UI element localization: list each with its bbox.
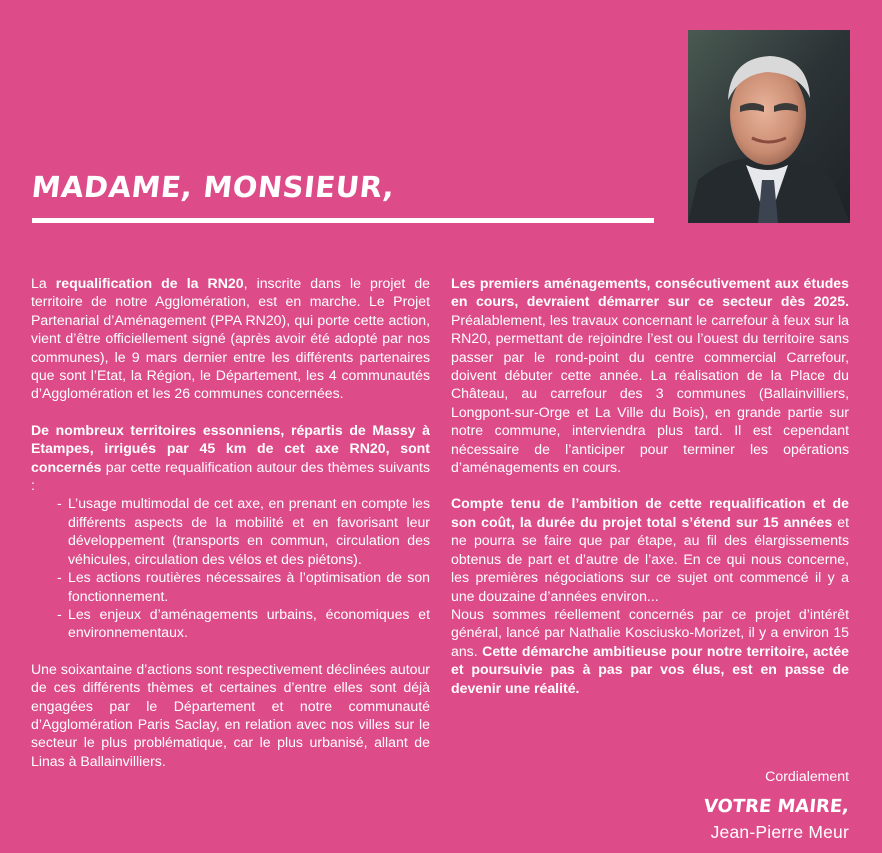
list-item: - L’usage multimodal de cet axe, en prenant en compte les différents aspects de la mobilité et en favorisant leur développement (transports en commun, circulation des véhicules, circulation des vélos et des piétons).	[57, 494, 430, 568]
salutation-heading: MADAME, MONSIEUR,	[30, 170, 397, 204]
right-column	[451, 274, 849, 697]
paragraph: Les premiers aménagements, consécutivement aux études en cours, devraient démarrer sur ce secteur dès 2025. Préalablement, les travaux concernant le carrefour à feux sur la RN20, permettant de rejoindre l’est ou l’ouest du territoire sans passer par le rond-point du centre commercial Carrefour, doivent débuter cette année. La réalisation de la Place du Château, au carrefour des 3 communes (Ballainvilliers, Longpont-sur-Orge et La Ville du Bois), en grande partie sur notre commune, interviendra plus tard. Il est cependant nécessaire de l’anticiper pour terminer les opérations d’aménagements en cours.	[451, 275, 849, 476]
heading-underline	[32, 218, 654, 223]
signature-title: VOTRE MAIRE,	[702, 796, 851, 817]
themes-list	[31, 494, 430, 641]
paragraph: La requalification de la RN20, inscrite dans le projet de territoire de notre Agglomération, est en marche. Le Projet Partenarial d’Aménagement (PPA RN20), qui porte cette action, vient d’être officiellement signé (après avoir été adopté par nos communes), le 9 mars dernier entre les différents partenaires que sont l’Etat, la Région, le Département, les 4 communautés d’Agglomération et les 26 communes concernées.	[31, 275, 431, 402]
paragraph: Nous sommes réellement concernés par ce projet d’intérêt général, lancé par Nathalie Kosciusko-Morizet, il y a environ 15 ans. Cette démarche ambitieuse pour notre territoire, actée et poursuivie pas à pas par vos élus, est en passe de devenir une réalité.	[451, 605, 849, 696]
paragraph: Une soixantaine d’actions sont respectivement déclinées autour de ces différents thèmes et certaines d’entre elles sont déjà engagées par le Département et notre communauté d’Agglomération Paris Saclay, en relation avec nos villes sur le secteur le plus problématique, car le plus urbanisé, allant de Linas à Ballainvilliers.	[31, 660, 430, 769]
signature-name: Jean-Pierre Meur	[710, 822, 849, 842]
list-item: - Les enjeux d’aménagements urbains, économiques et environnementaux.	[57, 605, 430, 642]
left-column	[31, 274, 430, 770]
list-item: - Les actions routières nécessaires à l’optimisation de son fonctionnement.	[57, 568, 430, 605]
mayor-portrait	[688, 30, 850, 223]
closing-text: Cordialement	[765, 768, 849, 784]
paragraph: De nombreux territoires essonniens, répartis de Massy à Etampes, irrigués par 45 km de cet axe RN20, sont concernés par cette requalification autour des thèmes suivants :	[31, 421, 430, 494]
paragraph: Compte tenu de l’ambition de cette requalification et de son coût, la durée du projet total s’étend sur 15 années et ne pourra se faire que par étape, au fil des élargissements obtenus de part et d’autre de l’axe. En ce qui nous concerne, les premières négociations sur ce sujet ont commencé il y a une douzaine d’années environ...	[451, 495, 849, 604]
